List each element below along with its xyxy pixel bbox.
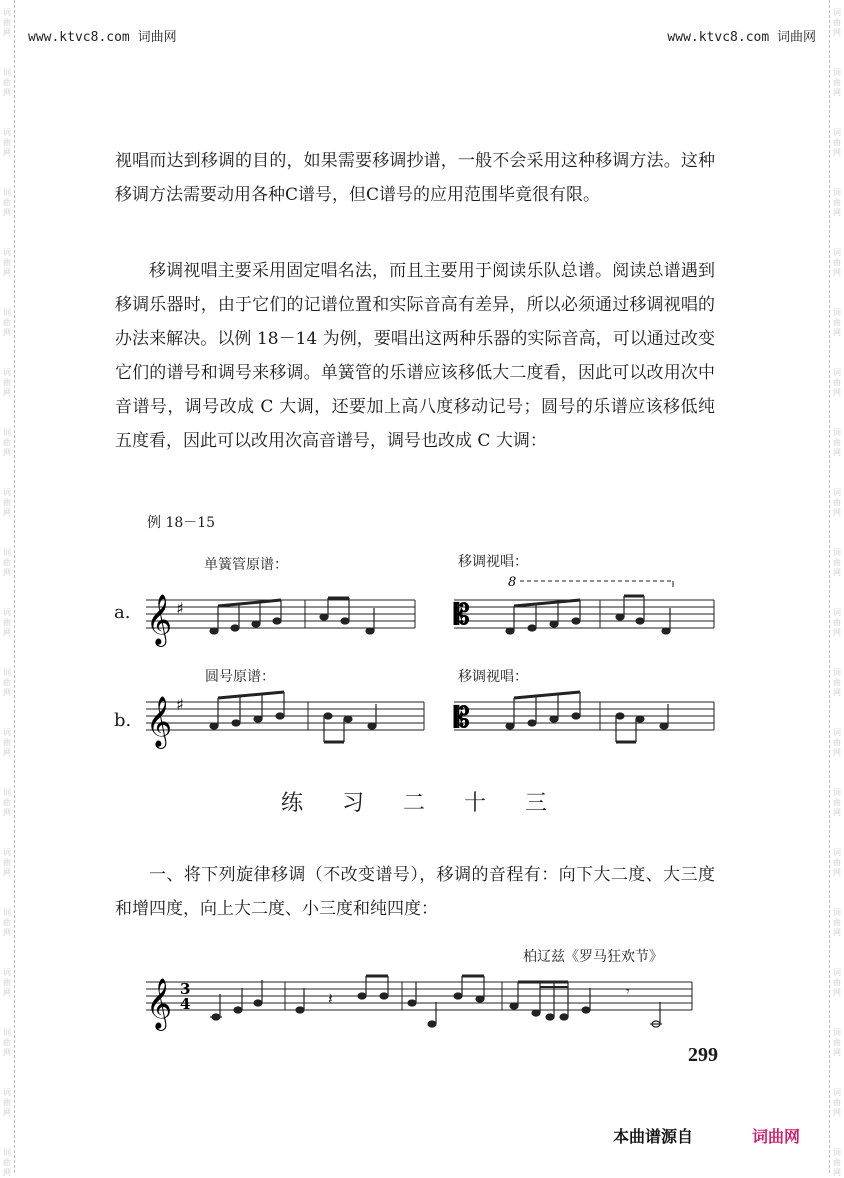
side-watermark-text: 词 曲 网 — [3, 1148, 11, 1177]
left-watermark-strip — [0, 0, 15, 1177]
side-watermark-text: 词 曲 网 — [833, 1088, 841, 1117]
side-watermark-text: 词 曲 网 — [3, 548, 11, 577]
side-watermark-text: 词 曲 网 — [3, 668, 11, 697]
header-right-url[interactable]: www.ktvc8.com 词曲网 — [667, 30, 816, 45]
footer-source: 本曲谱源自 — [613, 1127, 694, 1146]
side-watermark-text: 词 曲 网 — [3, 428, 11, 457]
side-watermark-text: 词 曲 网 — [833, 8, 841, 37]
clarinet-caption: 单簧管原谱： — [204, 557, 288, 573]
page-number: 299 — [688, 1044, 718, 1066]
svg-text:♯: ♯ — [176, 695, 184, 714]
side-watermark-text: 词 曲 网 — [833, 968, 841, 997]
side-watermark-text: 词 曲 网 — [3, 608, 11, 637]
exercise-text: 一、将下列旋律移调（不改变谱号），移调的音程有：向下大二度、大三度和增四度，向上大二度、小三度和纯四度： — [115, 865, 715, 919]
side-watermark-text: 词 曲 网 — [3, 848, 11, 877]
side-watermark-text: 词 曲 网 — [3, 8, 11, 37]
svg-text:𝄽: 𝄽 — [328, 989, 333, 1008]
side-watermark-text: 词 曲 网 — [3, 188, 11, 217]
exercise-title: 练 习 二 十 三 — [281, 791, 563, 816]
svg-text:𝄾: 𝄾 — [626, 984, 630, 1000]
side-watermark-text: 词 曲 网 — [833, 368, 841, 397]
side-watermark-text: 词 曲 网 — [833, 1148, 841, 1177]
side-watermark-text: 词 曲 网 — [3, 128, 11, 157]
side-watermark-text: 词 曲 网 — [833, 128, 841, 157]
horn-caption: 圆号原谱： — [205, 669, 275, 685]
side-watermark-text: 词 曲 网 — [833, 668, 841, 697]
side-watermark-text: 词 曲 网 — [833, 548, 841, 577]
example-label: 例 18－15 — [147, 515, 216, 531]
octave-mark: 8 — [508, 575, 517, 590]
paragraph-1: 视唱而达到移调的目的，如果需要移调抄谱，一般不会采用这种移调方法。这种移调方法需要动用各种C谱号，但C谱号的应用范围毕竟很有限。 — [115, 151, 715, 205]
time-sig-top: 3 — [180, 980, 191, 998]
side-watermark-text: 词 曲 网 — [833, 908, 841, 937]
staff-b-transposed — [448, 690, 720, 756]
svg-text:𝄡: 𝄡 — [454, 701, 470, 734]
side-watermark-text: 词 曲 网 — [3, 1088, 11, 1117]
side-watermark-text: 词 曲 网 — [833, 788, 841, 817]
side-watermark-text: 词 曲 网 — [3, 728, 11, 757]
side-watermark-text: 词 曲 网 — [3, 308, 11, 337]
side-watermark-text: 词 曲 网 — [3, 368, 11, 397]
treble-clef-icon: 𝄞 — [146, 594, 173, 645]
side-watermark-text: 词 曲 网 — [3, 1028, 11, 1057]
side-watermark-text: 词 曲 网 — [833, 248, 841, 277]
svg-text:𝄞: 𝄞 — [146, 696, 173, 747]
side-watermark-text: 词 曲 网 — [833, 428, 841, 457]
right-watermark-strip — [829, 0, 844, 1177]
header-left-url[interactable]: www.ktvc8.com 词曲网 — [28, 30, 177, 45]
attribution: 柏辽兹《罗马狂欢节》 — [523, 949, 663, 965]
transposed-caption-a: 移调视唱： — [458, 554, 528, 570]
row-a-marker: a. — [114, 602, 131, 623]
sharp-icon: ♯ — [176, 599, 184, 618]
side-watermark-text: 词 曲 网 — [3, 248, 11, 277]
side-watermark-text: 词 曲 网 — [3, 488, 11, 517]
side-watermark-text: 词 曲 网 — [3, 788, 11, 817]
side-watermark-text: 词 曲 网 — [833, 308, 841, 337]
side-watermark-text: 词 曲 网 — [833, 728, 841, 757]
side-watermark-text: 词 曲 网 — [833, 188, 841, 217]
staff-a-original — [140, 590, 420, 650]
svg-text:𝄞: 𝄞 — [146, 978, 173, 1029]
side-watermark-text: 词 曲 网 — [3, 68, 11, 97]
paragraph-2: 移调视唱主要采用固定唱名法，而且主要用于阅读乐队总谱。阅读总谱遇到移调乐器时，由于它们的记谱位置和实际音高有差异，所以必须通过移调视唱的办法来解决。以例 18－14 为例，要唱出这两种乐器的实际音高，可以通过改变它们的谱号和调号来移调。单簧管的乐谱应该移低大二度看，因此可以改用次中音谱号，调号改成 C 大调，还要加上高八度移动记号；圆号的乐谱应该移低纯五度看，因此可以改用次高音谱号，调号也改成 C 大调： — [115, 261, 715, 451]
side-watermark-text: 词 曲 网 — [3, 908, 11, 937]
footer-brand-link[interactable]: 词曲网 — [752, 1127, 801, 1146]
side-watermark-text: 词 曲 网 — [833, 68, 841, 97]
staff-b-original — [140, 690, 430, 756]
c-clef-icon: 𝄡 — [454, 598, 470, 631]
side-watermark-text: 词 曲 网 — [833, 488, 841, 517]
transposed-caption-b: 移调视唱： — [458, 669, 528, 685]
exercise-melody-staff — [140, 968, 700, 1048]
staff-a-transposed — [448, 574, 720, 650]
row-b-marker: b. — [114, 710, 132, 731]
side-watermark-text: 词 曲 网 — [3, 968, 11, 997]
side-watermark-text: 词 曲 网 — [833, 608, 841, 637]
side-watermark-text: 词 曲 网 — [833, 1028, 841, 1057]
side-watermark-text: 词 曲 网 — [833, 848, 841, 877]
time-sig-bottom: 4 — [180, 995, 191, 1013]
